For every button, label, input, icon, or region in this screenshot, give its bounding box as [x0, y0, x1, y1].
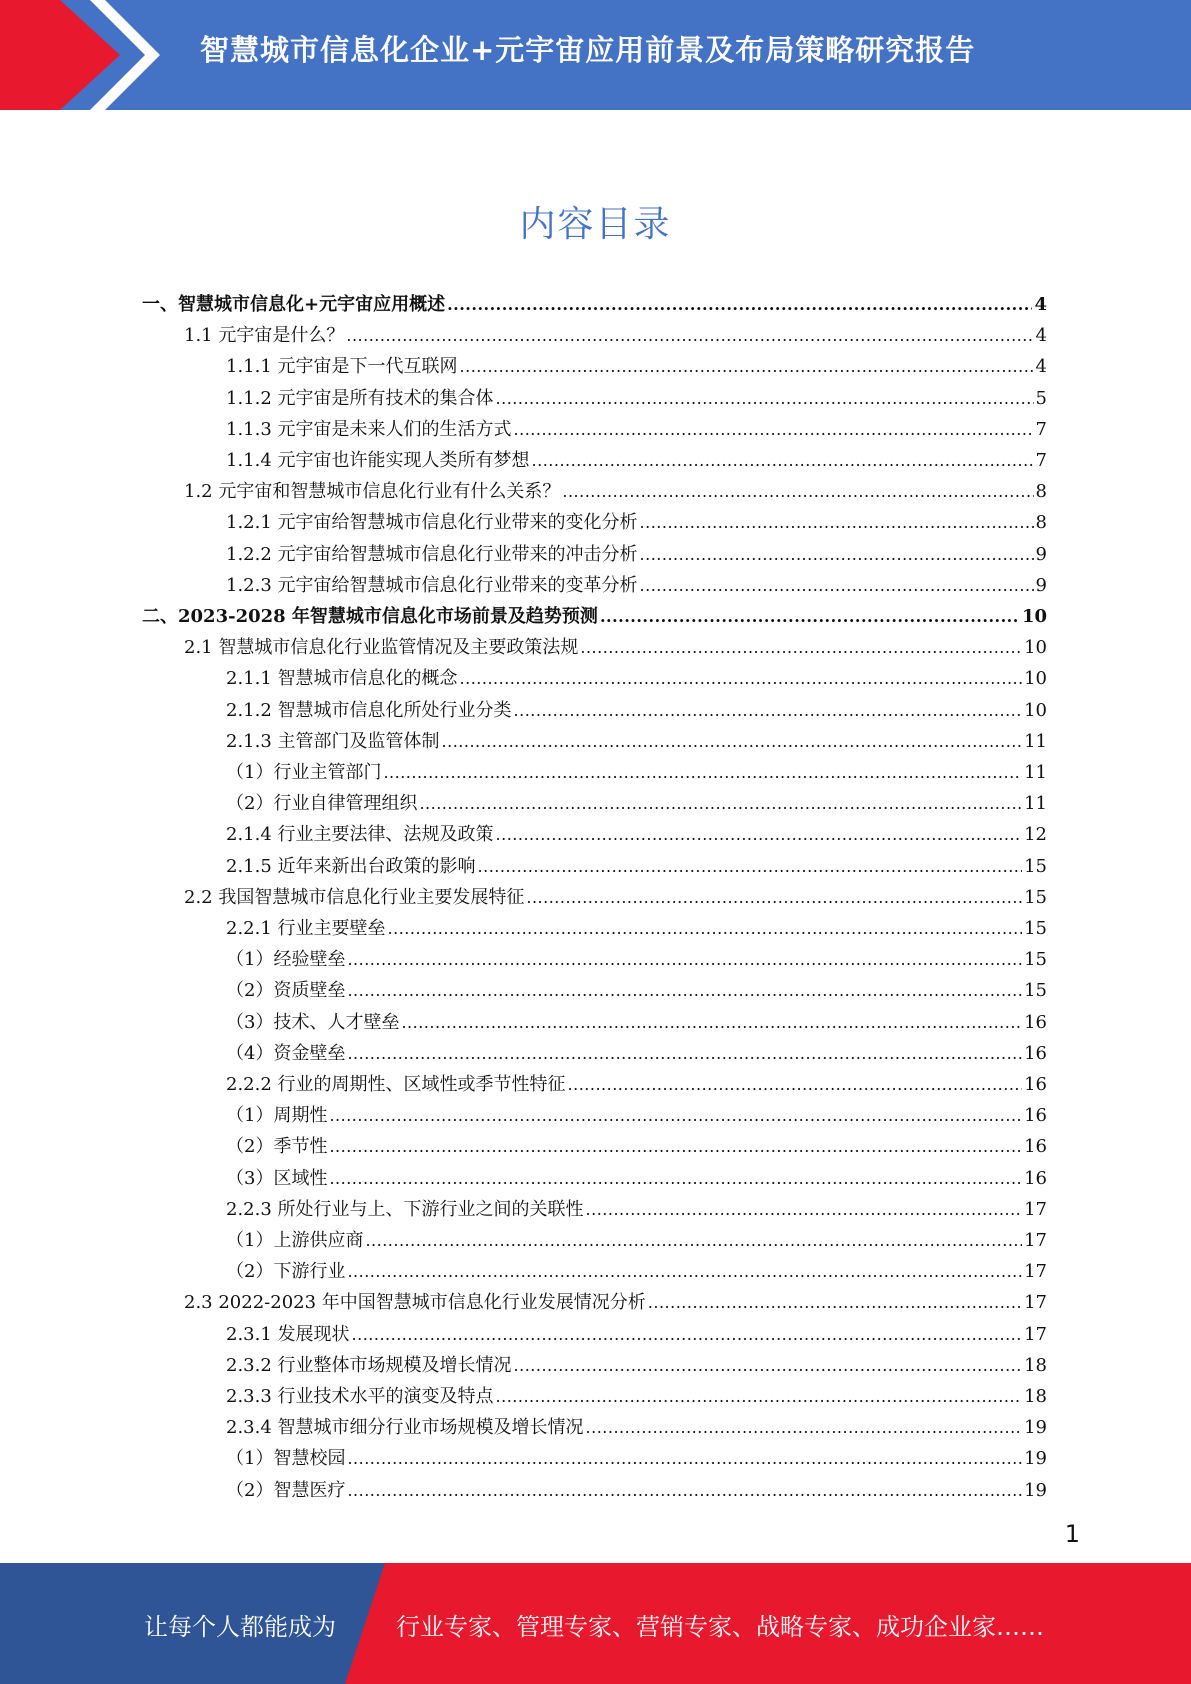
footer-slogan: 让每个人都能成为: [144, 1613, 336, 1641]
toc-entry-title: 1.1.1 元宇宙是下一代互联网: [226, 356, 458, 378]
toc-leader-dots: [447, 294, 1032, 316]
toc-entry-title: 2.2 我国智慧城市信息化行业主要发展特征: [184, 886, 525, 908]
toc-entry-title: 2.2.1 行业主要壁垒: [226, 918, 386, 939]
toc-leader-dots: [532, 450, 1034, 472]
toc-leader-dots: [580, 637, 1022, 659]
toc-entry[interactable]: [184, 472, 1047, 503]
toc-leader-dots: [526, 887, 1022, 909]
toc-entry-page: 16: [1024, 1042, 1047, 1064]
toc-entry-title: （3）区域性: [226, 1167, 328, 1189]
toc-leader-dots: [347, 1480, 1022, 1502]
toc-entry[interactable]: [184, 878, 1047, 909]
toc-leader-dots: [586, 1199, 1023, 1221]
toc-entry-page: 4: [1035, 325, 1047, 347]
toc-entry[interactable]: [226, 1221, 1047, 1252]
toc-entry-page: 12: [1024, 824, 1047, 846]
toc-entry-page: 10: [1024, 637, 1047, 659]
toc-leader-dots: [562, 481, 1033, 503]
page-footer: [0, 1563, 1191, 1684]
toc-entry[interactable]: [226, 940, 1047, 971]
toc-entry[interactable]: [226, 909, 1047, 940]
toc-entry-page: 9: [1035, 574, 1047, 596]
toc-entry-title: 2.1.5 近年来新出台政策的影响: [226, 855, 476, 877]
toc-entry-page: 7: [1035, 418, 1047, 440]
toc-entry-title: 2.2.2 行业的周期性、区域性或季节性特征: [226, 1074, 566, 1095]
toc-entry-page: 15: [1024, 886, 1047, 908]
toc-entry[interactable]: [226, 503, 1047, 534]
toc-entry[interactable]: [226, 1408, 1047, 1439]
toc-leader-dots: [365, 1230, 1022, 1252]
toc-entry-title: （2）季节性: [226, 1136, 328, 1158]
toc-entry[interactable]: [226, 566, 1047, 597]
toc-leader-dots: [329, 1105, 1022, 1127]
toc-entry[interactable]: [226, 1096, 1047, 1127]
toc-entry[interactable]: [226, 1065, 1047, 1096]
toc-leader-dots: [329, 1168, 1022, 1190]
toc-entry-title: （2）下游行业: [226, 1261, 346, 1283]
toc-entry[interactable]: [226, 722, 1047, 753]
toc-entry-title: 2.2.3 所处行业与上、下游行业之间的关联性: [226, 1198, 584, 1220]
toc-entry-title: （2）智慧医疗: [226, 1479, 346, 1501]
toc-entry-page: 4: [1035, 356, 1047, 378]
toc-entry-title: （1）智慧校园: [226, 1448, 346, 1470]
toc-entry-page: 17: [1024, 1292, 1047, 1314]
toc-entry-page: 9: [1035, 543, 1047, 565]
toc-entry-title: （3）技术、人才壁垒: [226, 1011, 400, 1033]
toc-entry[interactable]: [142, 597, 1047, 628]
toc-leader-dots: [568, 1074, 1023, 1096]
toc-leader-dots: [496, 824, 1023, 846]
toc-entry-title: （1）周期性: [226, 1105, 328, 1127]
toc-entry-page: 4: [1034, 294, 1047, 315]
toc-entry[interactable]: [226, 1315, 1047, 1346]
toc-entry[interactable]: [226, 441, 1047, 472]
toc-entry[interactable]: [226, 753, 1047, 784]
toc-entry-title: 2.1 智慧城市信息化行业监管情况及主要政策法规: [184, 637, 579, 659]
toc-entry[interactable]: [226, 659, 1047, 690]
toc-entry-page: 16: [1024, 1105, 1047, 1127]
toc-entry-title: （1）经验壁垒: [226, 949, 346, 971]
toc-entry-title: （1）上游供应商: [226, 1230, 364, 1251]
toc-entry-title: 2.3.2 行业整体市场规模及增长情况: [226, 1354, 512, 1376]
toc-leader-dots: [347, 1261, 1022, 1283]
toc-entry[interactable]: [226, 347, 1047, 378]
page-header: [0, 0, 1191, 110]
toc-entry[interactable]: [226, 410, 1047, 441]
toc-entry-page: 15: [1024, 918, 1047, 939]
toc-entry-page: 17: [1024, 1198, 1047, 1220]
toc-entry[interactable]: [226, 379, 1047, 410]
toc-entry-title: 1.1.2 元宇宙是所有技术的集合体: [226, 387, 494, 409]
toc-entry-page: 16: [1024, 1136, 1047, 1158]
toc-entry-page: 11: [1024, 730, 1047, 752]
toc-leader-dots: [352, 1324, 1023, 1346]
toc-entry-title: 1.1.3 元宇宙是未来人们的生活方式: [226, 418, 512, 440]
toc-entry-page: 8: [1035, 481, 1047, 503]
toc-entry-page: 10: [1024, 668, 1047, 690]
toc-entry-page: 11: [1024, 793, 1047, 815]
toc-entry[interactable]: [226, 1127, 1047, 1158]
toc-entry-page: 19: [1024, 1448, 1047, 1470]
toc-entry-page: 10: [1024, 699, 1047, 721]
toc-entry-title: 1.2.1 元宇宙给智慧城市信息化行业带来的变化分析: [226, 512, 638, 534]
toc-entry[interactable]: [184, 628, 1047, 659]
toc-entry-title: 1.1 元宇宙是什么？: [184, 325, 345, 347]
toc-entry-page: 15: [1024, 980, 1047, 1002]
toc-entry-page: 17: [1024, 1323, 1047, 1345]
toc-entry-title: 2.3.1 发展现状: [226, 1323, 350, 1345]
toc-entry-page: 15: [1024, 855, 1047, 877]
toc-entry-page: 8: [1035, 512, 1047, 534]
toc-leader-dots: [514, 419, 1034, 441]
toc-leader-dots: [648, 1292, 1022, 1314]
toc-entry-title: 二、2023-2028 年智慧城市信息化市场前景及趋势预测: [142, 606, 598, 627]
toc-leader-dots: [514, 1355, 1023, 1377]
toc-entry-title: 2.1.2 智慧城市信息化所处行业分类: [226, 699, 512, 721]
toc-entry-title: 2.3.3 行业技术水平的演变及特点: [226, 1386, 494, 1407]
toc-leader-dots: [460, 356, 1034, 378]
toc-entry[interactable]: [226, 691, 1047, 722]
toc-entry-page: 7: [1035, 450, 1047, 471]
toc-entry[interactable]: [226, 847, 1047, 878]
toc-entry[interactable]: [226, 535, 1047, 566]
toc-entry-title: （4）资金壁垒: [226, 1042, 346, 1064]
toc-entry-page: 15: [1024, 949, 1047, 971]
toc-entry[interactable]: [226, 815, 1047, 846]
toc-entry-title: （2）行业自律管理组织: [226, 793, 418, 815]
toc-entry-page: 18: [1024, 1354, 1047, 1376]
toc-entry[interactable]: [226, 1003, 1047, 1034]
toc-leader-dots: [460, 668, 1023, 690]
toc-leader-dots: [640, 575, 1034, 597]
header-title: 智慧城市信息化企业+元宇宙应用前景及布局策略研究报告: [200, 33, 976, 67]
toc-entry-page: 16: [1024, 1011, 1047, 1033]
toc-leader-dots: [388, 918, 1023, 940]
toc-entry-title: 2.3 2022-2023 年中国智慧城市信息化行业发展情况分析: [184, 1292, 646, 1314]
toc-entry-page: 17: [1024, 1230, 1047, 1251]
toc-entry[interactable]: [226, 1252, 1047, 1283]
toc-entry[interactable]: [226, 971, 1047, 1002]
toc-entry-title: 1.2.3 元宇宙给智慧城市信息化行业带来的变革分析: [226, 574, 638, 596]
toc-entry[interactable]: [226, 1439, 1047, 1470]
toc-entry-page: 16: [1024, 1167, 1047, 1189]
toc-leader-dots: [419, 793, 1022, 815]
toc-entry-page: 19: [1024, 1479, 1047, 1501]
toc-leader-dots: [347, 1043, 1022, 1065]
toc-entry-title: （2）资质壁垒: [226, 980, 346, 1002]
toc-leader-dots: [401, 1012, 1022, 1034]
toc-leader-dots: [640, 544, 1034, 566]
toc-entry-title: 1.2 元宇宙和智慧城市信息化行业有什么关系？: [184, 481, 561, 503]
toc-entry-title: 2.1.1 智慧城市信息化的概念: [226, 668, 458, 690]
toc-leader-dots: [347, 1448, 1022, 1470]
toc-entry[interactable]: [226, 1034, 1047, 1065]
toc-leader-dots: [586, 1417, 1023, 1439]
toc-leader-dots: [383, 762, 1022, 784]
toc-leader-dots: [496, 388, 1034, 410]
toc-entry[interactable]: [226, 784, 1047, 815]
toc-entry-title: 2.1.3 主管部门及监管体制: [226, 730, 440, 752]
toc-leader-dots: [347, 980, 1022, 1002]
toc-entry-title: 1.1.4 元宇宙也许能实现人类所有梦想: [226, 450, 530, 471]
toc-leader-dots: [347, 949, 1022, 971]
toc-leader-dots: [346, 325, 1033, 347]
toc-entry[interactable]: [226, 1471, 1047, 1502]
toc-entry-title: 一、智慧城市信息化+元宇宙应用概述: [142, 294, 446, 315]
toc-leader-dots: [329, 1136, 1022, 1158]
toc-entry-title: （1）行业主管部门: [226, 762, 382, 783]
toc-entry-page: 19: [1024, 1417, 1047, 1439]
toc-entry[interactable]: [226, 1377, 1047, 1408]
toc-leader-dots: [496, 1386, 1023, 1408]
toc-entry-page: 10: [1021, 606, 1047, 627]
toc-entry-title: 2.1.4 行业主要法律、法规及政策: [226, 824, 494, 846]
toc-entry-page: 17: [1024, 1261, 1047, 1283]
toc-entry-page: 18: [1024, 1386, 1047, 1407]
footer-tagline: 行业专家、管理专家、营销专家、战略专家、成功企业家……: [396, 1613, 1044, 1641]
toc-entry-title: 1.2.2 元宇宙给智慧城市信息化行业带来的冲击分析: [226, 543, 638, 565]
toc-entry[interactable]: [226, 1346, 1047, 1377]
toc-entry-page: 16: [1024, 1074, 1047, 1095]
toc-leader-dots: [478, 856, 1023, 878]
toc-title: 内容目录: [519, 204, 672, 245]
toc-leader-dots: [514, 700, 1023, 722]
toc-entry-title: 2.3.4 智慧城市细分行业市场规模及增长情况: [226, 1417, 584, 1439]
toc-entry[interactable]: [184, 316, 1047, 347]
toc-entry[interactable]: [226, 1159, 1047, 1190]
toc-entry[interactable]: [142, 285, 1047, 316]
toc-entry-page: 11: [1024, 762, 1047, 783]
toc-entry[interactable]: [184, 1283, 1047, 1314]
toc-entry[interactable]: [226, 1190, 1047, 1221]
toc-leader-dots: [442, 731, 1023, 753]
toc-leader-dots: [640, 512, 1034, 534]
toc-entry-page: 5: [1035, 387, 1047, 409]
toc-leader-dots: [600, 606, 1020, 628]
page-number: 1: [1064, 1520, 1080, 1548]
